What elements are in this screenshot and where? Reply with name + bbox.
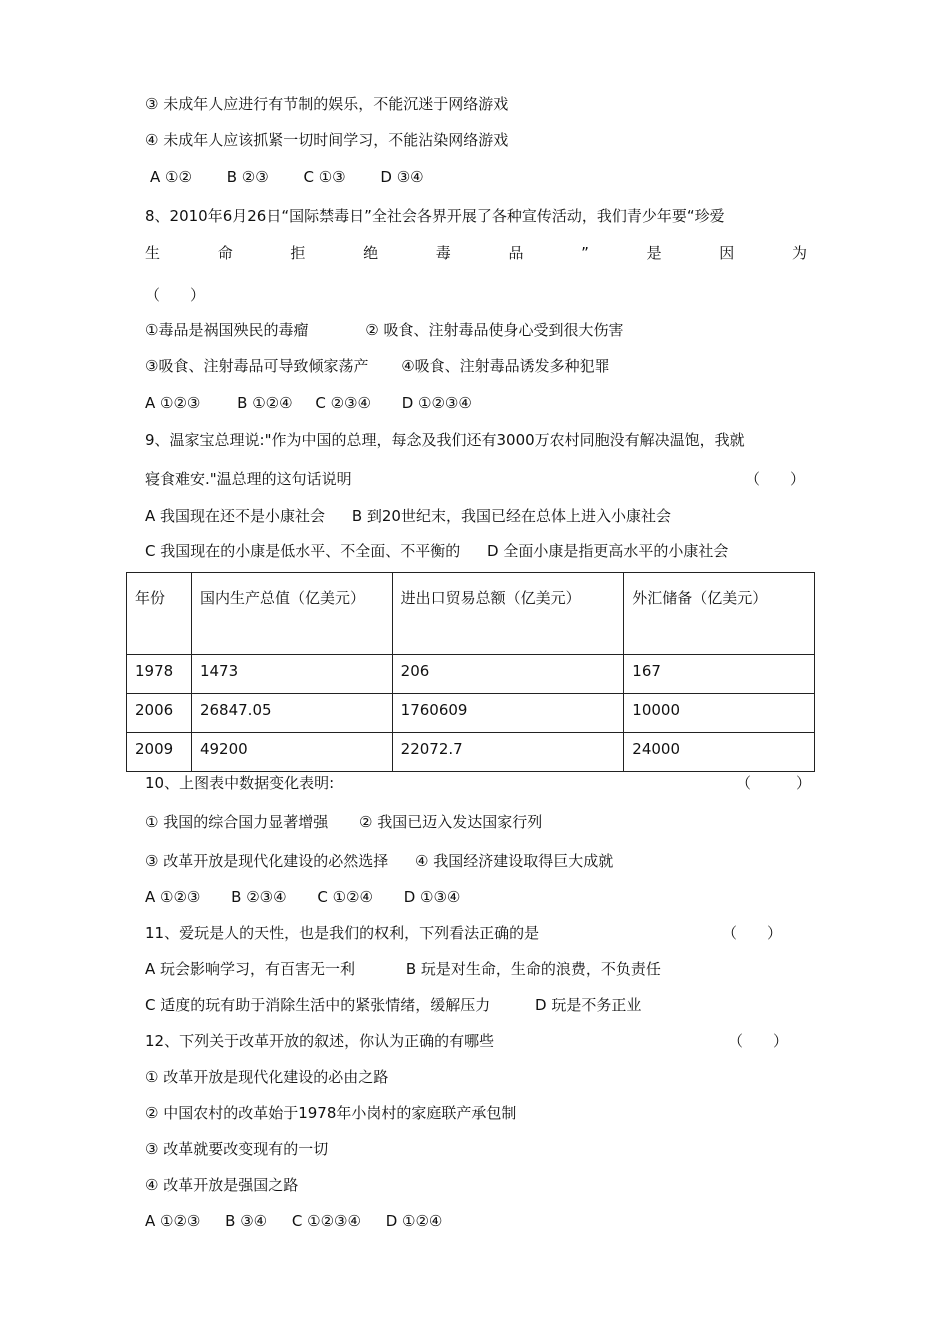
q9-choice-d[interactable]: D 全面小康是指更高水平的小康社会 (487, 542, 729, 560)
economic-data-table (126, 572, 815, 772)
table-cell: 1760609 (392, 694, 624, 733)
q9-options-row-1 (145, 506, 671, 526)
q12-option-1: ① 改革开放是现代化建设的必由之路 (145, 1068, 389, 1086)
table-cell: 26847.05 (191, 694, 392, 733)
q8-stem: 8、2010年6月26日“国际禁毒日”全社会各界开展了各种宣传活动，我们青少年要“珍爱 (145, 207, 725, 225)
q8-char: 因 (719, 244, 735, 262)
q7-answer-row (150, 167, 424, 187)
q11-choice-b[interactable]: B 玩是对生命，生命的浪费，不负责任 (405, 960, 661, 978)
table-cell: 167 (624, 655, 815, 694)
q11-options-row-2 (145, 995, 641, 1015)
q12-choice-d[interactable]: D ①②④ (385, 1212, 443, 1230)
table-row (127, 733, 815, 772)
q8-char: 命 (217, 244, 233, 262)
table-cell: 2009 (127, 733, 192, 772)
q8-options-row-1 (145, 320, 623, 340)
q8-char: 拒 (290, 244, 306, 262)
q9-stem-continued: 寝食难安."温总理的这句话说明 (145, 470, 352, 488)
q9-choice-a[interactable]: A 我国现在还不是小康社会 (145, 507, 326, 525)
q7-choice-d[interactable]: D ③④ (380, 168, 424, 186)
q9-options-row-2 (145, 541, 728, 561)
table-cell: 24000 (624, 733, 815, 772)
q11-choice-a[interactable]: A 玩会影响学习，有百害无一利 (145, 960, 356, 978)
q8-char: 为 (791, 244, 807, 262)
q8-stem-continued (145, 243, 807, 263)
q9-stem: 9、温家宝总理说:"作为中国的总理，每念及我们还有3000万农村同胞没有解决温饱，我就 (145, 431, 745, 449)
q8-option-2: ② 吸食、注射毒品使身心受到很大伤害 (365, 321, 624, 339)
q12-option-2: ② 中国农村的改革始于1978年小岗村的家庭联产承包制 (145, 1104, 517, 1122)
q8-choice-c[interactable]: C ②③④ (315, 394, 371, 412)
q10-choice-b[interactable]: B ②③④ (231, 888, 287, 906)
table-header-gdp: 国内生产总值（亿美元） (191, 573, 392, 655)
q7-choice-b[interactable]: B ②③ (226, 168, 269, 186)
q7-choice-a[interactable]: A ①② (150, 168, 192, 186)
q8-char: 品 (508, 244, 524, 262)
table-row (127, 694, 815, 733)
q12-answer-row (145, 1211, 442, 1231)
table-header-row (127, 573, 815, 655)
q11-choice-c[interactable]: C 适度的玩有助于消除生活中的紧张情绪，缓解压力 (145, 996, 491, 1014)
q12-stem: 12、下列关于改革开放的叙述，你认为正确的有哪些 (145, 1032, 495, 1050)
q8-option-4: ④吸食、注射毒品诱发多种犯罪 (401, 357, 610, 375)
table-cell: 10000 (624, 694, 815, 733)
q8-option-1: ①毒品是祸国殃民的毒瘤 (145, 321, 309, 339)
table-header-year: 年份 (127, 573, 192, 655)
q12-answer-blank[interactable]: （ ） (728, 1032, 789, 1050)
q11-choice-d[interactable]: D 玩是不务正业 (535, 996, 642, 1014)
q12-choice-b[interactable]: B ③④ (225, 1212, 268, 1230)
q9-answer-blank[interactable]: （ ） (745, 470, 806, 488)
q11-answer-blank[interactable]: （ ） (722, 924, 783, 942)
q8-char: 是 (646, 244, 662, 262)
q8-answer-blank[interactable]: （ ） (145, 286, 206, 304)
q10-choice-d[interactable]: D ①③④ (403, 888, 461, 906)
q12-choice-c[interactable]: C ①②③④ (291, 1212, 361, 1230)
q10-option-1: ① 我国的综合国力显著增强 (145, 813, 329, 831)
q12-option-4: ④ 改革开放是强国之路 (145, 1176, 299, 1194)
table-header-reserves: 外汇储备（亿美元） (624, 573, 815, 655)
q10-options-row-1 (145, 812, 542, 832)
table-header-trade: 进出口贸易总额（亿美元） (392, 573, 624, 655)
q7-option-4: ④ 未成年人应该抓紧一切时间学习，不能沾染网络游戏 (145, 131, 509, 149)
q10-option-4: ④ 我国经济建设取得巨大成就 (415, 852, 614, 870)
table-cell: 1978 (127, 655, 192, 694)
q9-choice-b[interactable]: B 到20世纪末，我国已经在总体上进入小康社会 (351, 507, 671, 525)
q10-choice-c[interactable]: C ①②④ (317, 888, 373, 906)
table-cell: 1473 (191, 655, 392, 694)
table-cell: 2006 (127, 694, 192, 733)
q11-options-row-1 (145, 959, 661, 979)
q8-choice-a[interactable]: A ①②③ (145, 394, 201, 412)
table-cell: 206 (392, 655, 624, 694)
q10-stem: 10、上图表中数据变化表明: (145, 774, 335, 792)
q12-choice-a[interactable]: A ①②③ (145, 1212, 201, 1230)
q8-choice-b[interactable]: B ①②④ (237, 394, 293, 412)
table-row (127, 655, 815, 694)
q8-options-row-2 (145, 356, 610, 376)
q8-char: 生 (145, 244, 161, 262)
q10-option-2: ② 我国已迈入发达国家行列 (359, 813, 543, 831)
q8-answer-row (145, 393, 472, 413)
q11-stem: 11、爱玩是人的天性，也是我们的权利，下列看法正确的是 (145, 924, 540, 942)
q8-choice-d[interactable]: D ①②③④ (401, 394, 472, 412)
q10-answer-row (145, 887, 460, 907)
q10-choice-a[interactable]: A ①②③ (145, 888, 201, 906)
q8-char: ” (581, 244, 589, 262)
q7-choice-c[interactable]: C ①③ (303, 168, 346, 186)
q8-char: 绝 (363, 244, 379, 262)
q10-answer-blank[interactable]: （ ） (736, 774, 812, 792)
table-cell: 22072.7 (392, 733, 624, 772)
table-cell: 49200 (191, 733, 392, 772)
q10-options-row-2 (145, 851, 613, 871)
q10-option-3: ③ 改革开放是现代化建设的必然选择 (145, 852, 389, 870)
q8-option-3: ③吸食、注射毒品可导致倾家荡产 (145, 357, 369, 375)
q7-option-3: ③ 未成年人应进行有节制的娱乐，不能沉迷于网络游戏 (145, 95, 509, 113)
q9-choice-c[interactable]: C 我国现在的小康是低水平、不全面、不平衡的 (145, 542, 461, 560)
q12-option-3: ③ 改革就要改变现有的一切 (145, 1140, 329, 1158)
q8-char: 毒 (435, 244, 451, 262)
